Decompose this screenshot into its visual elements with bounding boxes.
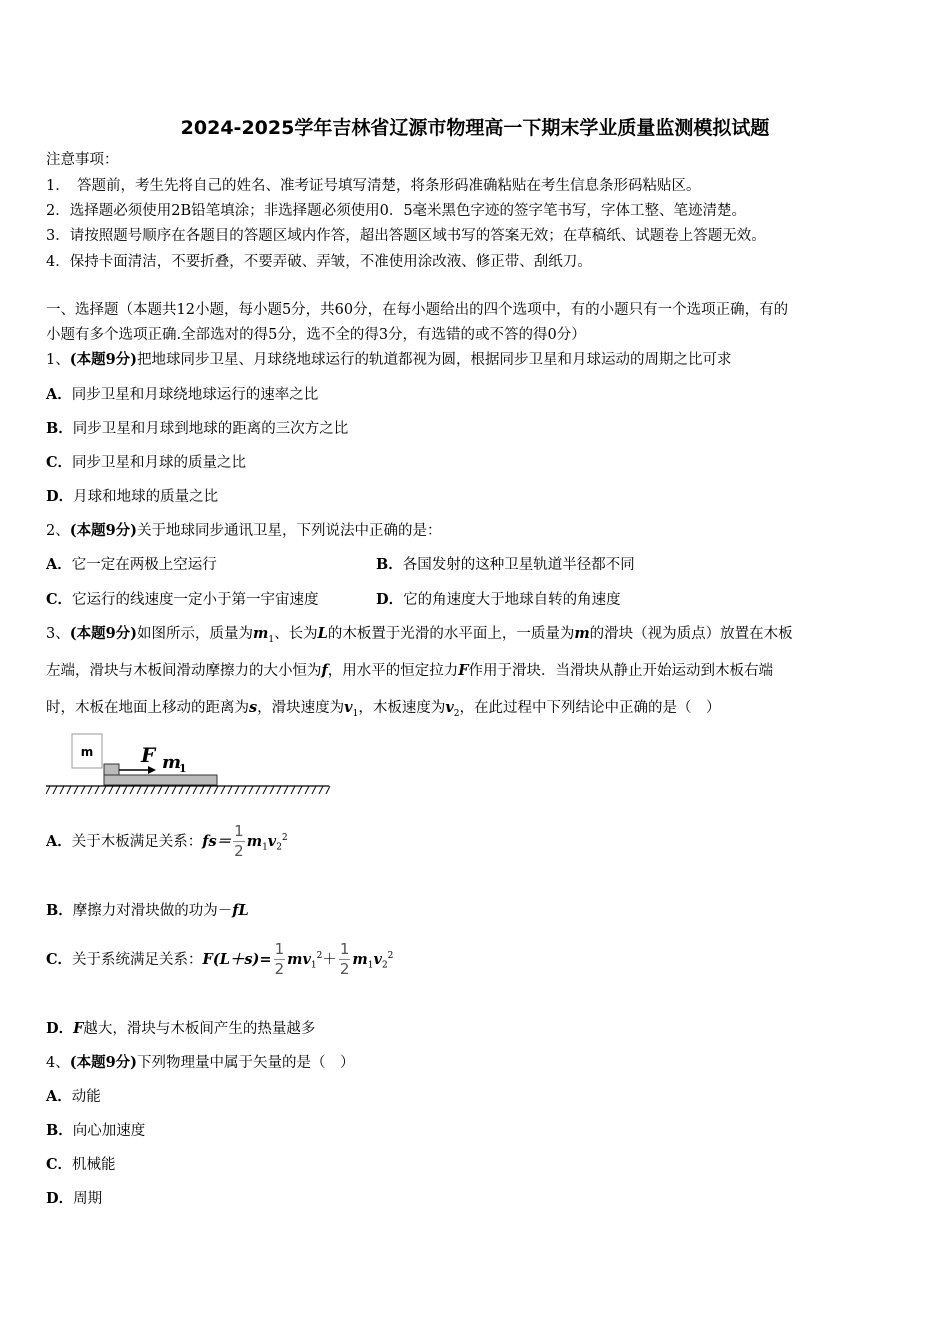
question-2-option-d: D．它的角速度大于地球自转的角速度 <box>376 591 621 608</box>
question-4-option-c: C．机械能 <box>46 1156 116 1173</box>
fraction: $\frac{1}{2}$ <box>274 940 285 979</box>
question-4-option-b: B．向心加速度 <box>46 1122 146 1139</box>
question-score: (本题9分) <box>69 351 138 368</box>
question-4-option-d: D．周期 <box>46 1190 103 1207</box>
page-title: 2024-2025学年吉林省辽源市物理高一下期末学业质量监测模拟试题 <box>180 117 770 139</box>
board-mass-subscript: 1 <box>179 762 187 775</box>
question-3-stem-line1: 3、(本题9分)如图所示，质量为$m_1$、长为L的木板置于光滑的水平面上，一质量为m的滑块（视为质点）放置在木板 <box>46 625 793 645</box>
question-3-option-a: A．关于木板满足关系：fs＝ $\frac{1}{2}$ $m_1v_2^2$ <box>46 822 288 861</box>
question-1-option-d: D．月球和地球的质量之比 <box>46 488 219 505</box>
question-2-option-b: B．各国发射的这种卫星轨道半径都不同 <box>376 556 635 573</box>
question-number: 2、 <box>46 523 70 539</box>
fraction: $\frac{1}{2}$ <box>234 822 244 861</box>
question-2-option-c: C．它运行的线速度一定小于第一宇宙速度 <box>46 591 319 608</box>
question-number: 1、 <box>46 352 70 368</box>
question-text: 关于地球同步通讯卫星，下列说法中正确的是： <box>137 523 442 539</box>
question-1-option-c: C．同步卫星和月球的质量之比 <box>46 454 247 471</box>
section-heading-cont: 小题有多个选项正确.全部选对的得5分，选不全的得3分，有选错的或不答的得0分） <box>46 327 586 343</box>
question-4-stem <box>46 1053 355 1073</box>
wooden-board <box>104 775 217 785</box>
question-number: 4、 <box>46 1055 70 1071</box>
question-1-option-b: B．同步卫星和月球到地球的距离的三次方之比 <box>46 420 349 437</box>
question-text: 下列物理量中属于矢量的是（ ） <box>137 1055 355 1071</box>
fraction: $\frac{1}{2}$ <box>339 940 350 979</box>
notice-item: 3．请按照题号顺序在各题目的答题区域内作答，超出答题区域书写的答案无效；在草稿纸、试题卷上答题无效。 <box>46 228 766 244</box>
notice-item: 2．选择题必须使用2B铅笔填涂；非选择题必须使用0．5毫米黑色字迹的签字笔书写，字体工整、笔迹清楚。 <box>46 203 747 219</box>
question-1-option-a: A．同步卫星和月球绕地球运行的速率之比 <box>46 386 319 403</box>
slider-block <box>104 764 119 776</box>
question-score: (本题9分) <box>69 1054 138 1071</box>
section-heading: 一、选择题（本题共12小题，每小题5分，共60分，在每小题给出的四个选项中，有的小题只有一个选项正确，有的 <box>46 302 789 318</box>
notice-heading: 注意事项： <box>46 152 119 168</box>
question-score: (本题9分) <box>69 522 138 539</box>
question-4-option-a: A．动能 <box>46 1088 101 1105</box>
question-text: 把地球同步卫星、月球绕地球运行的轨道都视为圆，根据同步卫星和月球运动的周期之比可求 <box>137 352 732 368</box>
question-3-option-c: C．关于系统满足关系：F(L＋s)= $\frac{1}{2}$ $mv_1^2+$ $\frac{1}{2}$ $m_1v_2^2$ <box>46 940 394 979</box>
question-2-option-a: A．它一定在两极上空运行 <box>46 556 217 573</box>
question-3-stem-line2: 左端，滑块与木板间滑动摩擦力的大小恒为f，用水平的恒定拉力F作用于滑块．当滑块从静止开始运动到木板右端 <box>46 662 774 679</box>
block-m-label: m <box>80 745 94 759</box>
question-3-stem-line3: 时，木板在地面上移动的距离为s，滑块速度为$v_1$，木板速度为$v_2$，在此过程中下列结论中正确的是（ ） <box>46 699 721 719</box>
force-arrowhead <box>148 766 156 774</box>
question-2-stem <box>46 521 442 541</box>
question-3-option-b: B．摩擦力对滑块做的功为－fL <box>46 902 249 919</box>
force-label: F <box>141 743 156 767</box>
notice-item: 4．保持卡面清洁，不要折叠，不要弄破、弄皱，不准使用涂改液、修正带、刮纸刀。 <box>46 254 592 270</box>
question-3-option-d: D．F越大，滑块与木板间产生的热量越多 <box>46 1020 316 1037</box>
question-1-stem <box>46 350 732 370</box>
notice-item: 1． 答题前，考生先将自己的姓名、准考证号填写清楚，将条形码准确粘贴在考生信息条形码粘贴区。 <box>46 178 701 194</box>
board-mass-label: m <box>162 752 182 773</box>
ground-hatching <box>46 786 330 794</box>
block-on-board-figure <box>46 732 336 800</box>
